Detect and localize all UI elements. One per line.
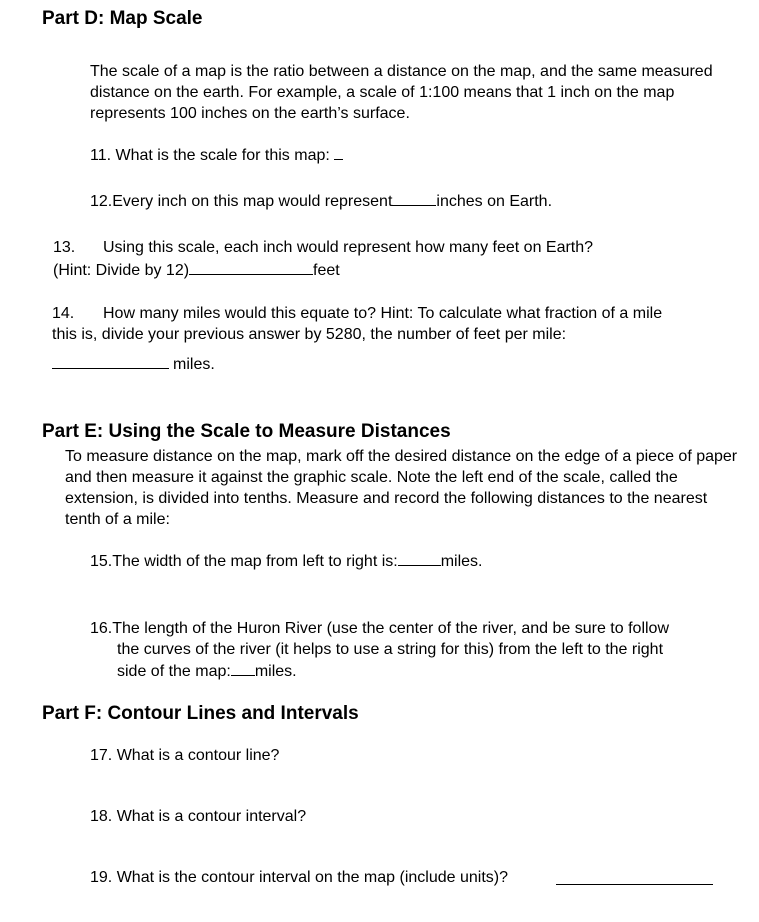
part-e-intro: To measure distance on the map, mark off the desired distance on the edge of a piece of paper and then measure it against the graphic scale. Note the left end of the scale, called the extension, is divided into tenths. Measure and record the following distances to the nearest tenth of a mile: bbox=[65, 448, 738, 528]
question-16-text-3: side of the map: bbox=[117, 663, 231, 680]
question-12-answer-blank[interactable] bbox=[392, 190, 436, 206]
question-11 bbox=[90, 144, 343, 166]
question-15 bbox=[90, 550, 482, 572]
question-14-answer-blank[interactable] bbox=[52, 353, 169, 369]
question-13-line2 bbox=[53, 259, 340, 281]
question-13-unit: feet bbox=[313, 262, 340, 279]
question-14-unit: miles. bbox=[173, 356, 215, 373]
question-15-answer-blank[interactable] bbox=[398, 550, 441, 566]
question-14-line1 bbox=[52, 304, 662, 324]
question-13-text: Using this scale, each inch would represent how many feet on Earth? bbox=[103, 239, 594, 256]
part-f-heading: Part F: Contour Lines and Intervals bbox=[42, 703, 359, 724]
question-12 bbox=[90, 190, 552, 212]
question-16-line3 bbox=[117, 660, 297, 682]
question-16-text-1: The length of the Huron River (use the center of the river, and be sure to follow bbox=[112, 620, 669, 637]
question-11-number: 11. bbox=[90, 147, 112, 164]
question-14-number: 14. bbox=[52, 305, 75, 322]
question-15-text: The width of the map from left to right is: bbox=[112, 553, 398, 570]
question-14-line2: this is, divide your previous answer by 5280, the number of feet per mile: bbox=[52, 326, 567, 343]
question-13-hint: (Hint: Divide by 12) bbox=[53, 262, 190, 279]
question-16-line1 bbox=[90, 619, 669, 639]
question-12-number: 12. bbox=[90, 193, 113, 210]
question-15-unit: miles. bbox=[440, 553, 483, 570]
question-14-text: How many miles would this equate to? Hint: To calculate what fraction of a mile bbox=[103, 305, 663, 322]
question-12-text: Every inch on this map would represent bbox=[112, 193, 393, 210]
question-16-number: 16. bbox=[90, 620, 113, 637]
question-13-answer-blank[interactable] bbox=[189, 259, 313, 275]
part-d-heading: Part D: Map Scale bbox=[42, 8, 203, 29]
question-19: 19. What is the contour interval on the map (include units)? bbox=[90, 869, 508, 886]
question-16-answer-blank[interactable] bbox=[231, 660, 255, 676]
question-16-line2: the curves of the river (it helps to use a string for this) from the left to the right bbox=[117, 641, 664, 658]
question-19-answer-blank[interactable] bbox=[556, 884, 713, 885]
question-17: 17. What is a contour line? bbox=[90, 747, 280, 764]
question-11-text: What is the scale for this map: bbox=[115, 147, 330, 164]
part-e-heading: Part E: Using the Scale to Measure Distances bbox=[42, 421, 451, 442]
question-13-line1 bbox=[53, 238, 593, 258]
question-18: 18. What is a contour interval? bbox=[90, 808, 307, 825]
question-12-unit: inches on Earth. bbox=[436, 193, 553, 210]
question-13-number: 13. bbox=[53, 239, 76, 256]
question-11-answer-blank[interactable] bbox=[334, 144, 343, 160]
part-d-intro: The scale of a map is the ratio between a distance on the map, and the same measured distance on the earth. For example, a scale of 1:100 means that 1 inch on the map represents 100 inches on the earth’s surface. bbox=[90, 63, 713, 122]
question-14-answer bbox=[52, 353, 215, 375]
question-16-unit: miles. bbox=[254, 663, 297, 680]
question-15-number: 15. bbox=[90, 553, 113, 570]
